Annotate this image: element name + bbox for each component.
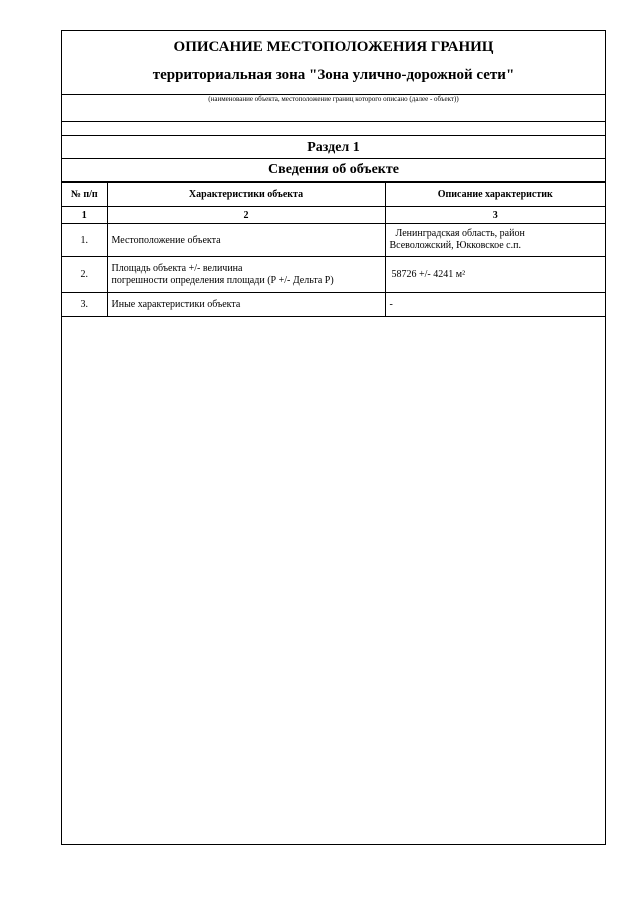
col-header-num: № п/п <box>62 183 107 207</box>
object-note: (наименование объекта, местоположение границ которого описано (далее - объект)) <box>208 95 459 103</box>
row-description: 58726 +/- 4241 м² <box>385 257 605 293</box>
table-row <box>62 257 605 293</box>
section-label: Раздел 1 <box>62 135 605 159</box>
document-subtitle: территориальная зона "Зона улично-дорожной сети" <box>152 67 515 83</box>
row-description: - <box>385 293 605 317</box>
row-num: 2. <box>62 257 107 293</box>
row-characteristic: Иные характеристики объекта <box>107 293 385 317</box>
row-characteristic <box>107 257 385 293</box>
object-info-table <box>62 182 605 317</box>
table-row <box>62 293 605 317</box>
table-row <box>62 224 605 257</box>
column-number-row <box>62 207 605 224</box>
row-characteristic: Местоположение объекта <box>107 224 385 257</box>
row-num: 3. <box>62 293 107 317</box>
section-heading: Сведения об объекте <box>62 159 605 182</box>
col-header-characteristic: Характеристики объекта <box>107 183 385 207</box>
document-frame <box>61 30 606 845</box>
row-description <box>385 224 605 257</box>
col-number-2: 2 <box>107 207 385 224</box>
title-block <box>62 31 605 95</box>
divider <box>62 121 605 122</box>
col-number-1: 1 <box>62 207 107 224</box>
row-num: 1. <box>62 224 107 257</box>
characteristic-line: Площадь объекта +/- величина <box>111 262 243 274</box>
description-line: Ленинградская область, район <box>395 228 525 239</box>
document-title: ОПИСАНИЕ МЕСТОПОЛОЖЕНИЯ ГРАНИЦ <box>173 39 494 55</box>
characteristic-line: погрешности определения площади (Р +/- Дельта Р) <box>111 274 334 286</box>
col-header-description: Описание характеристик <box>385 183 605 207</box>
col-number-3: 3 <box>385 207 605 224</box>
table-header-row <box>62 183 605 207</box>
description-line: Всеволожский, Юкковское с.п. <box>389 240 521 251</box>
